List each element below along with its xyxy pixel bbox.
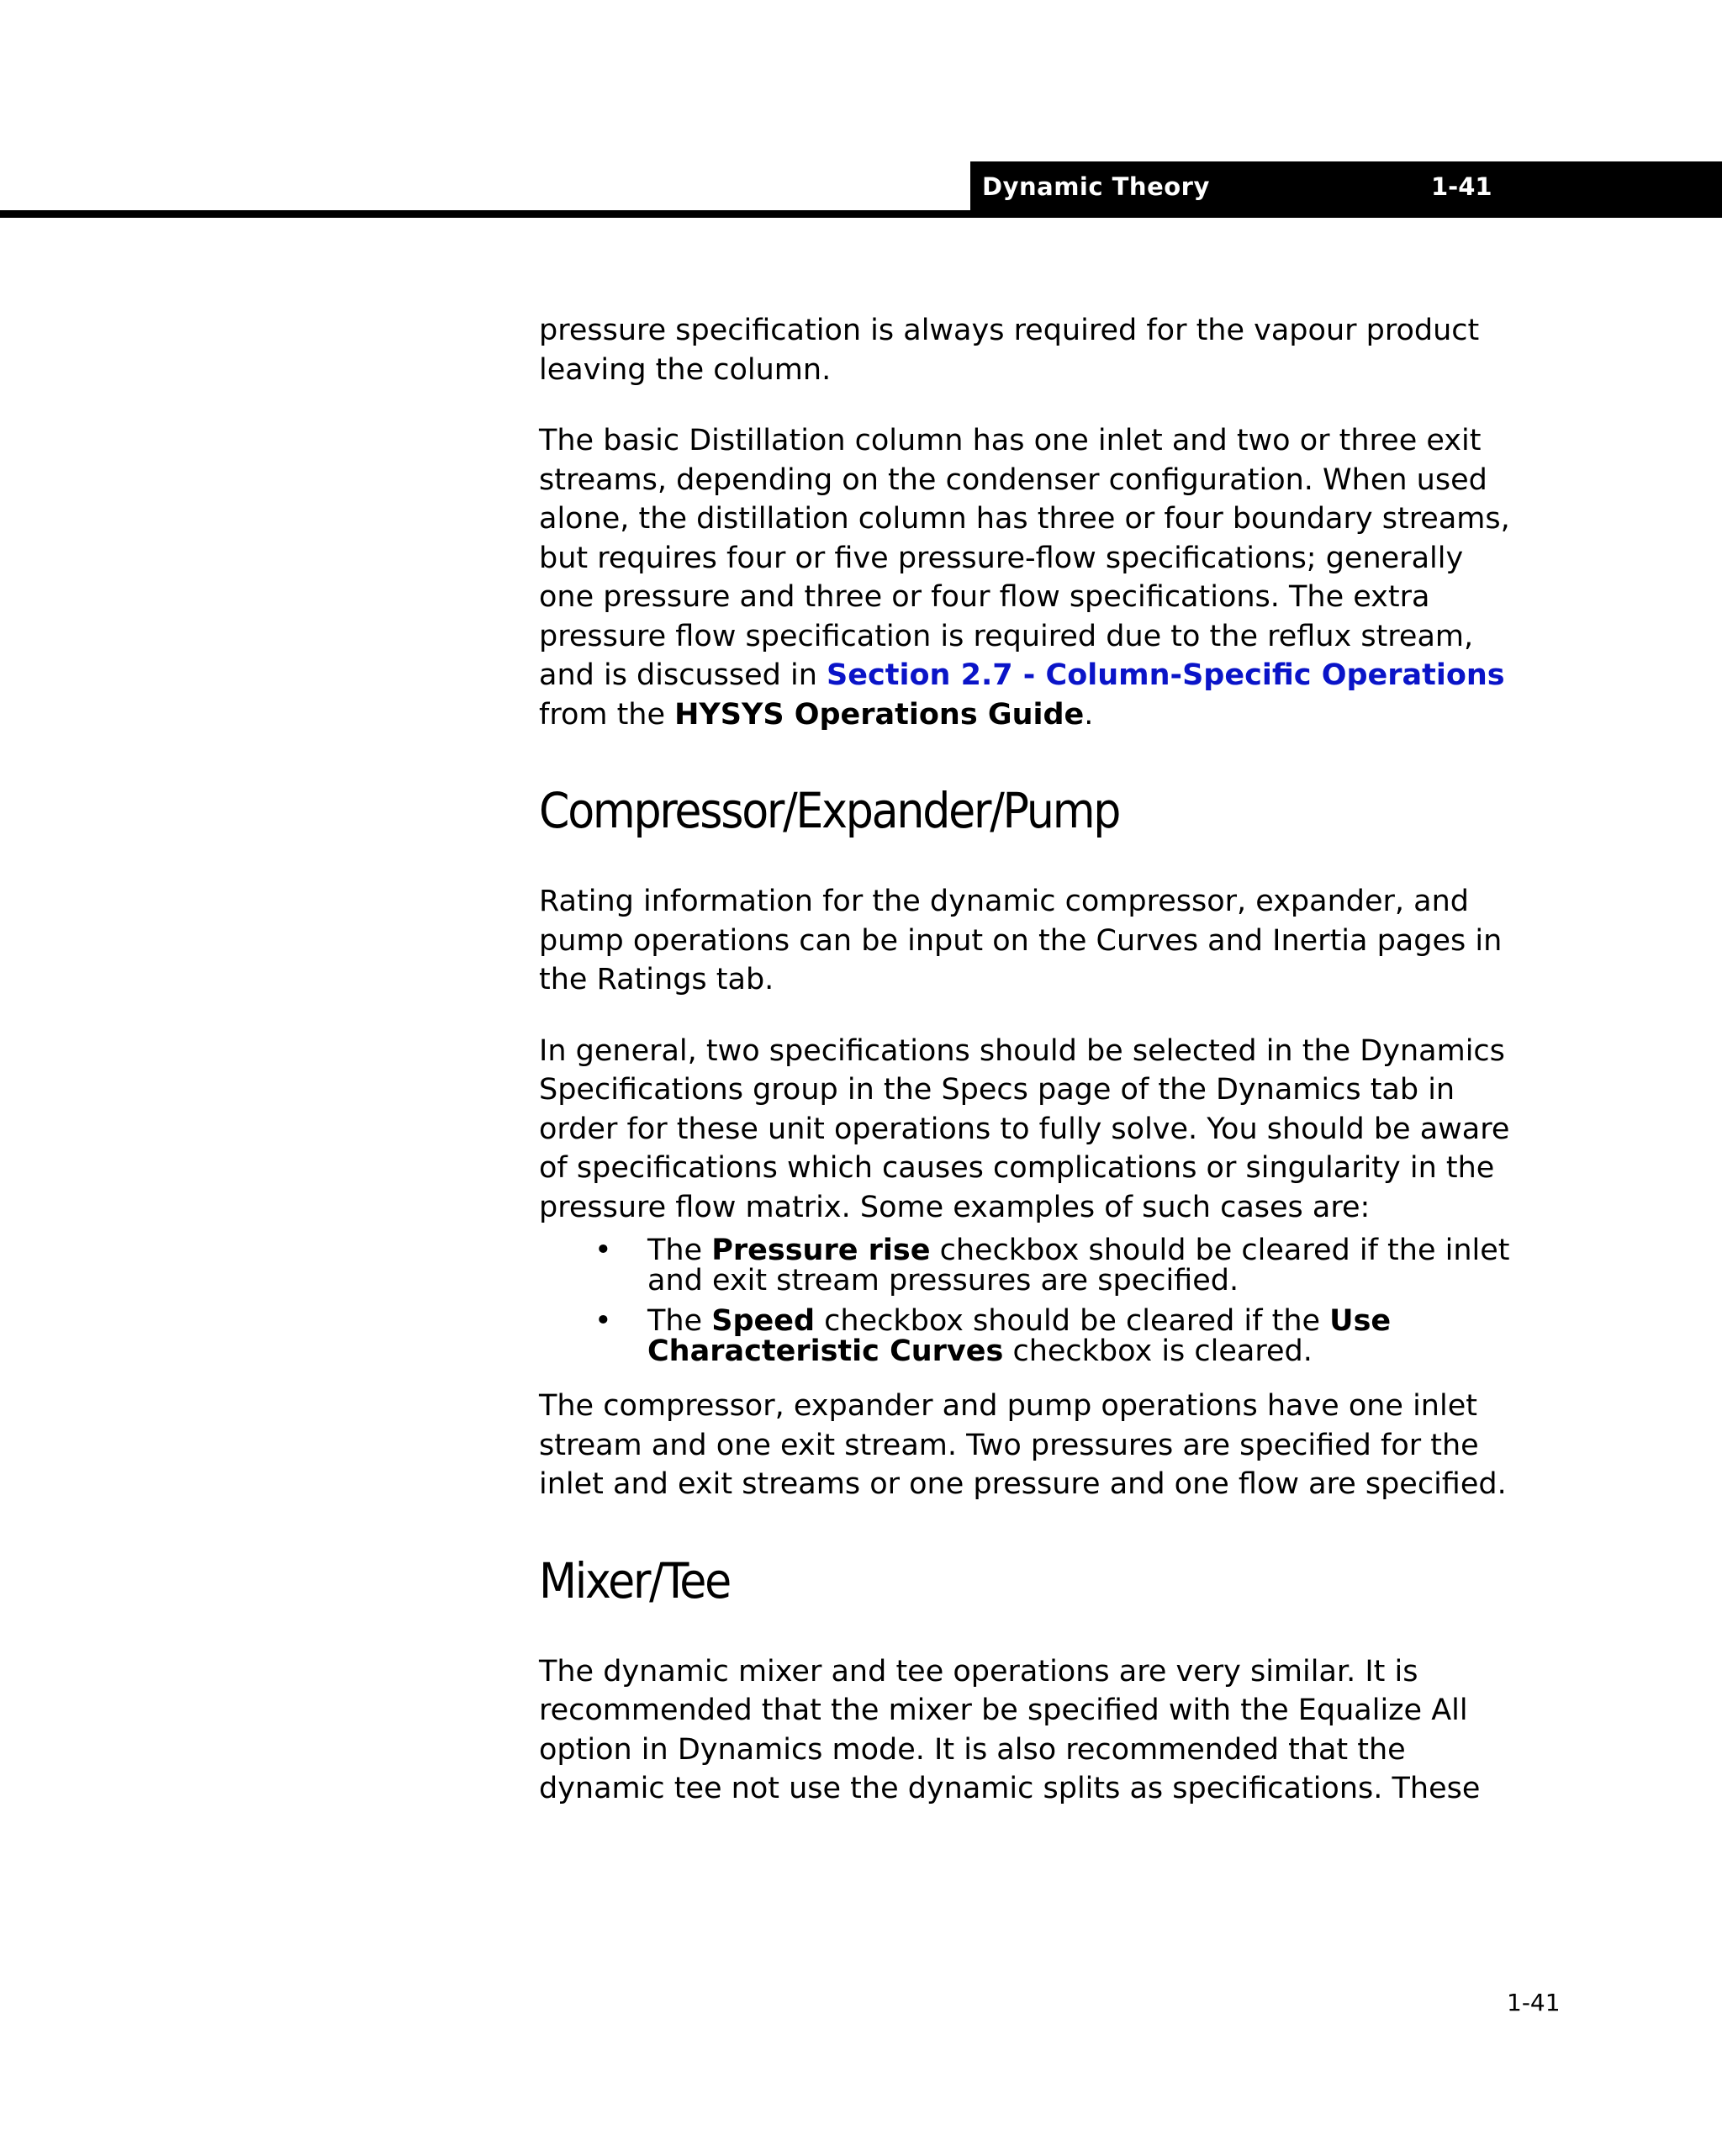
header-page-number: 1-41 bbox=[1431, 172, 1492, 201]
paragraph-compressor-streams: The compressor, expander and pump operations have one inlet stream and one exit stream. Two pressures are specified for the inlet and exit streams or one pressure and one flow are specified. bbox=[539, 1389, 1507, 1501]
paragraph-rating: Rating information for the dynamic compressor, expander, and pump operations can be input on the Curves and Inertia pages in the Ratings tab. bbox=[539, 885, 1503, 996]
text-run: from the bbox=[539, 697, 675, 732]
header-title: Dynamic Theory bbox=[982, 172, 1210, 201]
running-header bbox=[970, 161, 1722, 218]
bullet-icon: • bbox=[594, 1234, 612, 1267]
paragraph-distillation bbox=[539, 421, 1523, 734]
heading-compressor: Compressor/Expander/Pump bbox=[539, 782, 1120, 839]
footer-page-number: 1-41 bbox=[1507, 1989, 1561, 2016]
bullet-icon: • bbox=[594, 1304, 612, 1338]
list-item bbox=[539, 1235, 1523, 1296]
list-item bbox=[539, 1306, 1523, 1366]
text-run: checkbox is cleared. bbox=[1003, 1334, 1313, 1368]
guide-title: HYSYS Operations Guide bbox=[674, 697, 1085, 732]
paragraph-mixer: The dynamic mixer and tee operations are very similar. It is recommended that the mixer be specified with the Equalize All option in Dynamics mode. It is also recommended that the dynamic tee not use the dynamic splits as specifications. These bbox=[539, 1654, 1481, 1805]
bold-term: Speed bbox=[711, 1304, 816, 1338]
bold-term: Pressure rise bbox=[711, 1234, 931, 1267]
text-run: The bbox=[647, 1234, 712, 1267]
bullet-list bbox=[539, 1235, 1523, 1366]
heading-mixer: Mixer/Tee bbox=[539, 1551, 730, 1609]
section-link[interactable]: Section 2.7 - Column-Specific Operations bbox=[827, 658, 1505, 692]
page-body bbox=[539, 311, 1523, 1809]
text-run: . bbox=[1084, 697, 1094, 732]
bold-term: Use Characteristic Curves bbox=[647, 1304, 1392, 1368]
paragraph-pressure-spec: pressure specification is always required for the vapour product leaving the column. bbox=[539, 314, 1480, 387]
text-run: The basic Distillation column has one inlet and two or three exit streams, depending on the condenser configuration. When used alone, the distillation column has three or four boundary streams, but requires four or five pressure-flow specifications; generally one pressure and three or four flow specifications. The extra pressure flow specification is required due to the reflux stream, and is discussed in bbox=[539, 424, 1510, 692]
paragraph-specifications: In general, two specifications should be selected in the Dynamics Specifications group in the Specs page of the Dynamics tab in order for these unit operations to fully solve. You should be aware of specifications which causes complications or singularity in the pressure flow matrix. Some examples of such cases are: bbox=[539, 1033, 1510, 1224]
text-run: The bbox=[647, 1304, 712, 1338]
text-run: checkbox should be cleared if the bbox=[815, 1304, 1330, 1338]
text-run: checkbox should be cleared if the inlet and exit stream pressures are specified. bbox=[647, 1234, 1510, 1297]
